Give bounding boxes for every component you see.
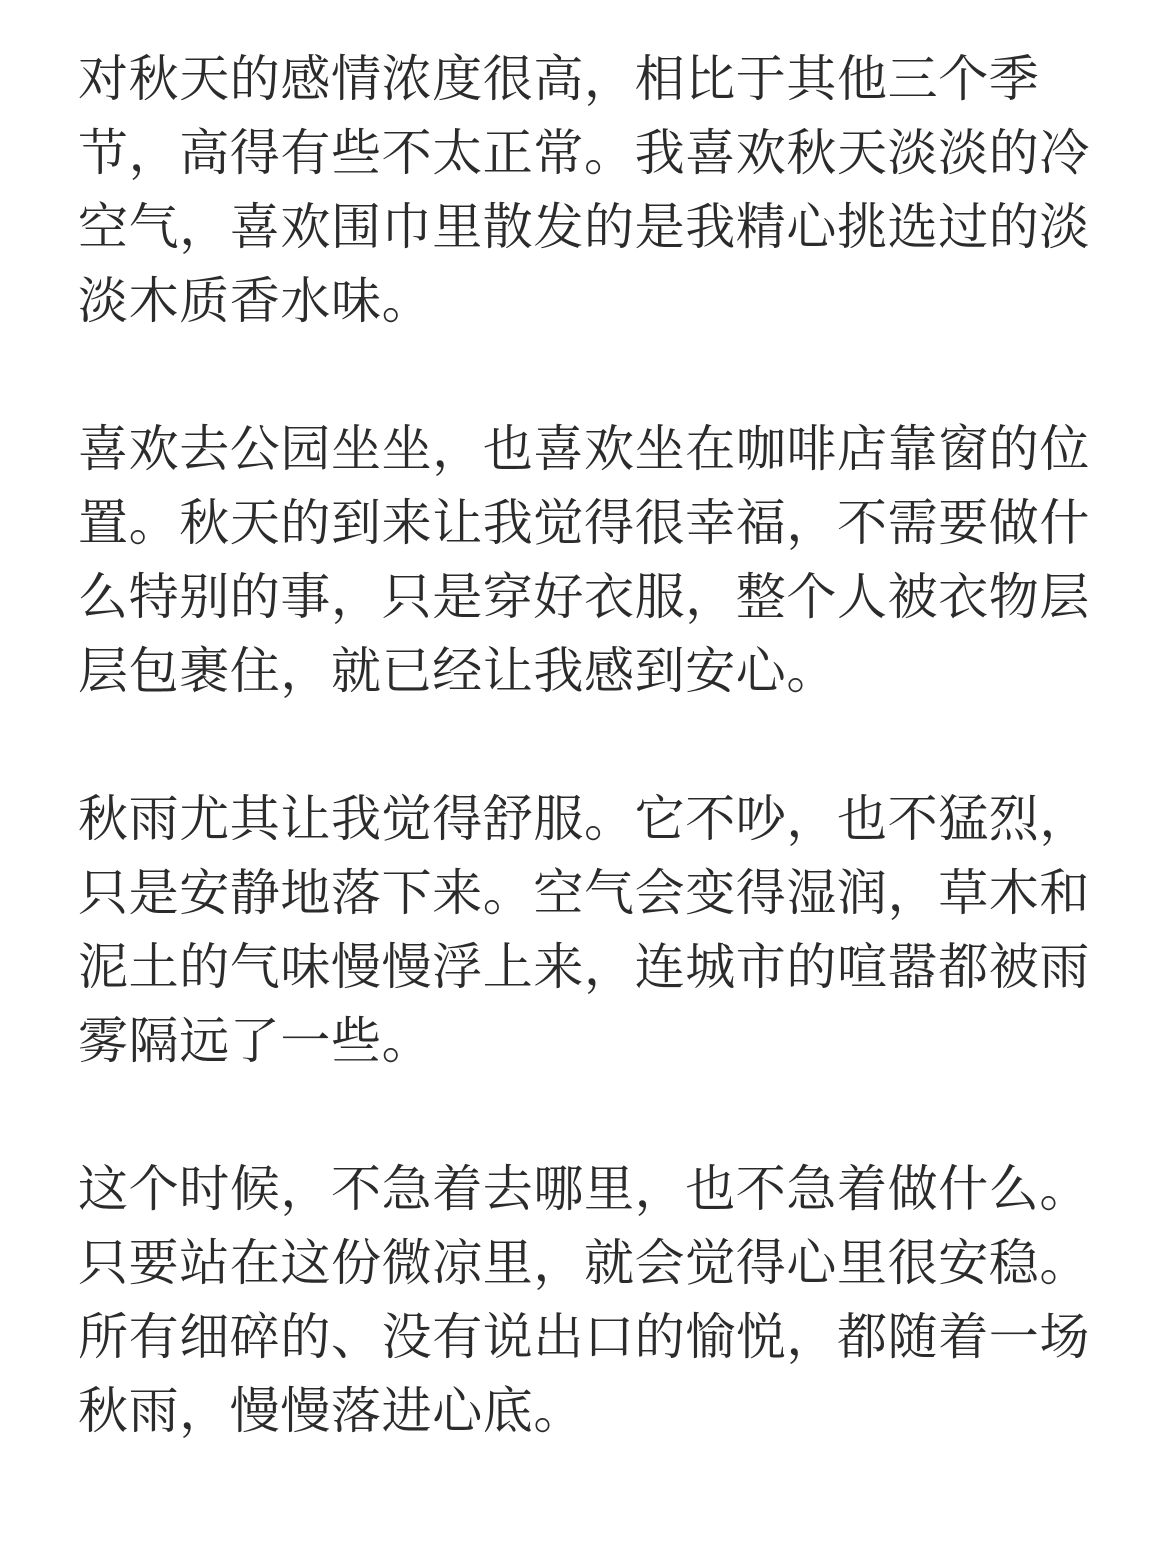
paragraph-3	[78, 782, 1090, 1078]
article-body	[78, 42, 1090, 1448]
text-line: 雾隔远了一些。	[78, 1012, 433, 1070]
text-line: 喜欢去公园坐坐，也喜欢坐在咖啡店靠窗的位	[78, 420, 1090, 478]
text-line: 淡木质香水味。	[78, 272, 433, 330]
text-line: 空气，喜欢围巾里散发的是我精心挑选过的淡	[78, 198, 1090, 256]
text-line: 泥土的气味慢慢浮上来，连城市的喧嚣都被雨	[78, 938, 1090, 996]
text-line: 节，高得有些不太正常。我喜欢秋天淡淡的冷	[78, 124, 1090, 182]
text-line: 所有细碎的、没有说出口的愉悦，都随着一场	[78, 1308, 1090, 1366]
text-line: 么特别的事，只是穿好衣服，整个人被衣物层	[78, 568, 1090, 626]
text-line: 对秋天的感情浓度很高，相比于其他三个季	[78, 50, 1040, 108]
paragraph-1	[78, 42, 1090, 338]
paragraph-2	[78, 412, 1090, 708]
text-line: 只是安静地落下来。空气会变得湿润，草木和	[78, 864, 1090, 922]
text-line: 层包裹住，就已经让我感到安心。	[78, 642, 837, 700]
text-line: 置。秋天的到来让我觉得很幸福，不需要做什	[78, 494, 1090, 552]
paragraph-4	[78, 1152, 1090, 1448]
text-line: 秋雨尤其让我觉得舒服。它不吵，也不猛烈，	[78, 790, 1090, 848]
text-line: 秋雨，慢慢落进心底。	[78, 1382, 584, 1440]
text-line: 这个时候，不急着去哪里，也不急着做什么。	[78, 1160, 1090, 1218]
text-line: 只要站在这份微凉里，就会觉得心里很安稳。	[78, 1234, 1090, 1292]
